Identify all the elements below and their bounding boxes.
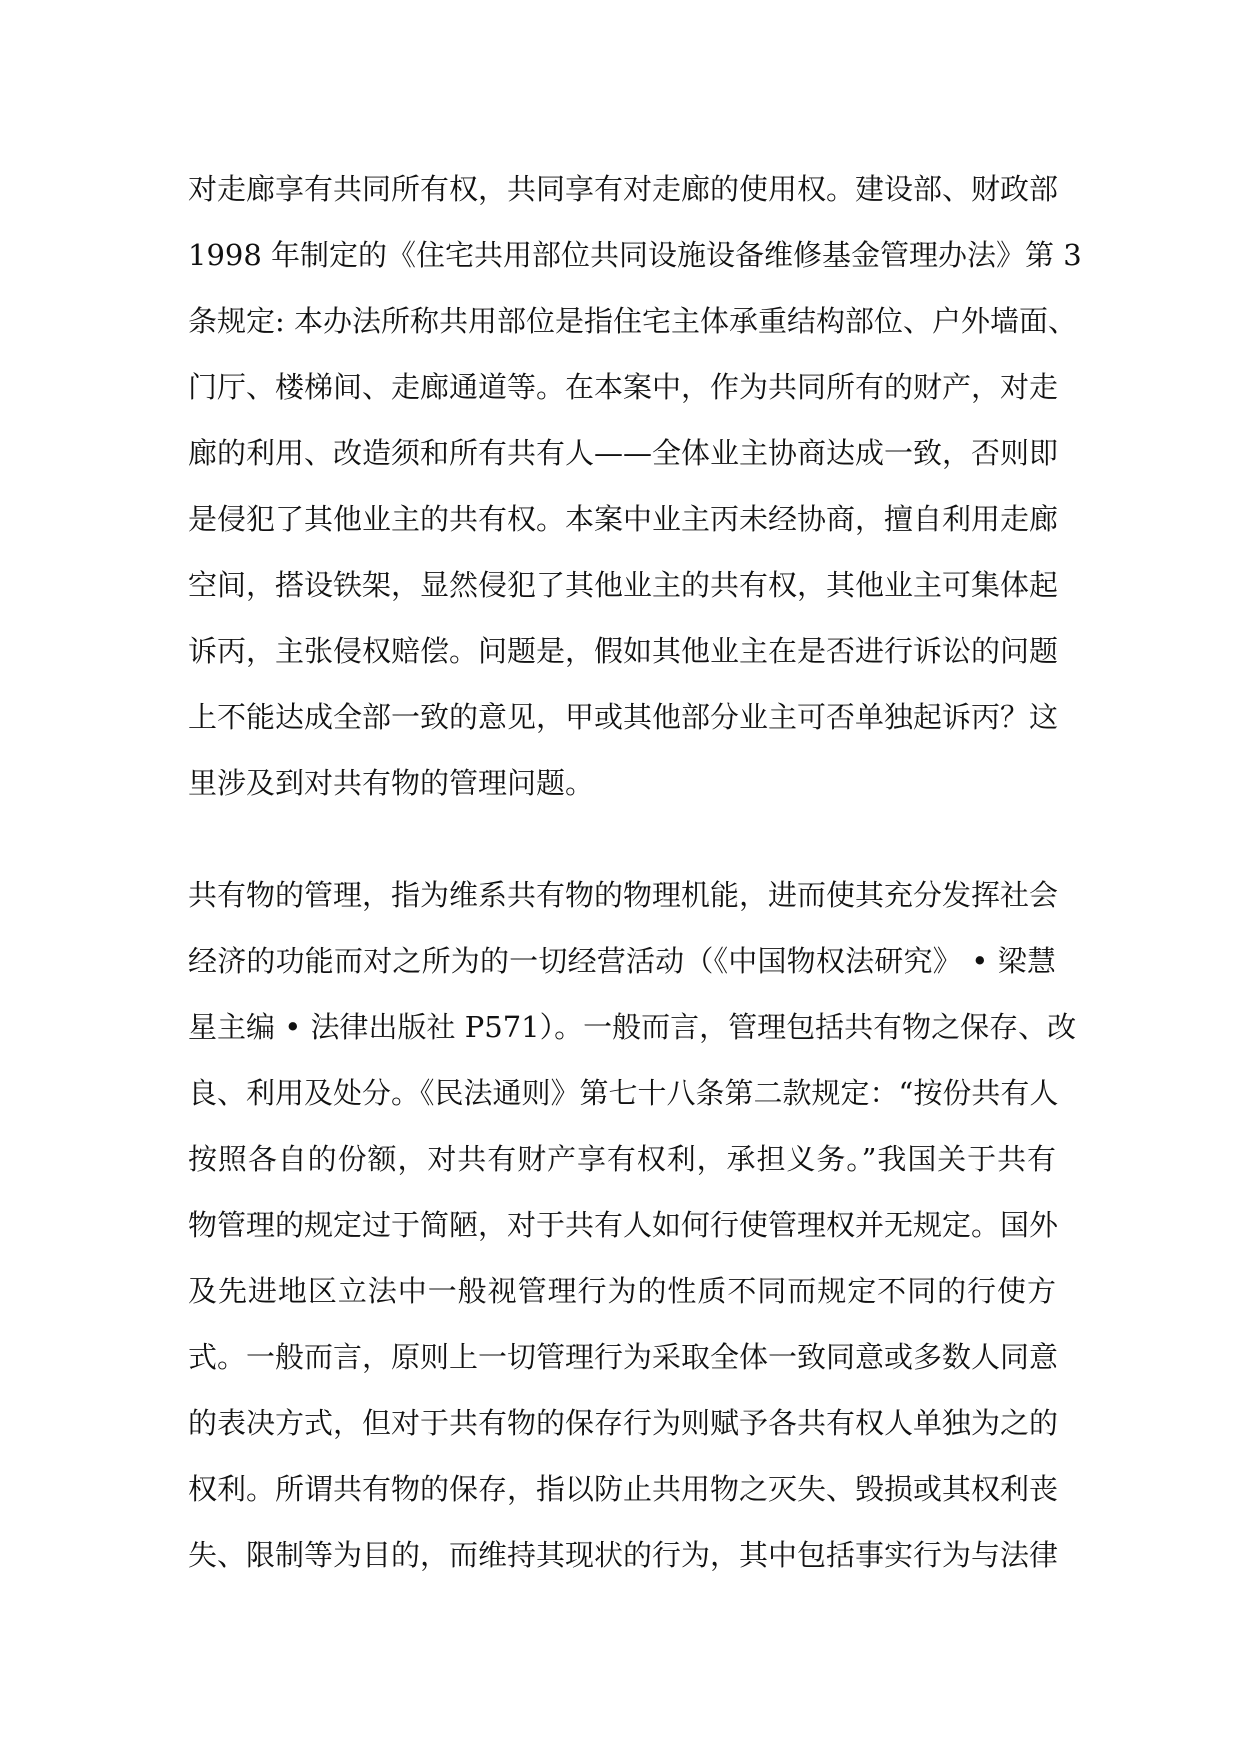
- paragraph-line: 物管理的规定过于简陋，对于共有人如何行使管理权并无规定。国外: [188, 1208, 1059, 1242]
- paragraph-line: 1998 年制定的《住宅共用部位共同设施设备维修基金管理办法》第 3: [188, 238, 1082, 272]
- paragraph-line: 是侵犯了其他业主的共有权。本案中业主丙未经协商，擅自利用走廊: [188, 502, 1059, 536]
- paragraph-line: 诉丙，主张侵权赔偿。问题是，假如其他业主在是否进行诉讼的问题: [188, 634, 1059, 668]
- paragraph-line: 星主编 • 法律出版社 P571）。一般而言，管理包括共有物之保存、改: [188, 1010, 1077, 1044]
- paragraph-line: 权利。所谓共有物的保存，指以防止共用物之灭失、毁损或其权利丧: [188, 1472, 1059, 1506]
- paragraph-line: 条规定: 本办法所称共用部位是指住宅主体承重结构部位、户外墙面、: [188, 304, 1077, 338]
- paragraph-line: 空间，搭设铁架，显然侵犯了其他业主的共有权，其他业主可集体起: [188, 568, 1059, 602]
- paragraph-line: 经济的功能而对之所为的一切经营活动（《中国物权法研究》 • 梁慧: [188, 944, 1056, 978]
- paragraph-line: 共有物的管理，指为维系共有物的物理机能，进而使其充分发挥社会: [188, 878, 1059, 912]
- paragraph-line: 良、利用及处分。《民法通则》第七十八条第二款规定：“按份共有人: [188, 1076, 1059, 1110]
- paragraph-line: 对走廊享有共同所有权，共同享有对走廊的使用权。建设部、财政部: [188, 172, 1059, 206]
- paragraph-line: 的表决方式，但对于共有物的保存行为则赋予各共有权人单独为之的: [188, 1406, 1059, 1440]
- paragraph-line: 式。一般而言，原则上一切管理行为采取全体一致同意或多数人同意: [188, 1340, 1059, 1374]
- paragraph-1: [188, 156, 1082, 816]
- paragraph-line: 门厅、楼梯间、走廊通道等。在本案中，作为共同所有的财产，对走: [188, 370, 1059, 404]
- paragraph-line: 及先进地区立法中一般视管理行为的性质不同而规定不同的行使方: [188, 1274, 1056, 1308]
- paragraph-line: 里涉及到对共有物的管理问题。: [188, 766, 595, 800]
- paragraph-line: 失、限制等为目的，而维持其现状的行为，其中包括事实行为与法律: [188, 1538, 1059, 1572]
- paragraph-line: 廊的利用、改造须和所有共有人——全体业主协商达成一致，否则即: [188, 436, 1059, 470]
- paragraph-line: 按照各自的份额，对共有财产享有权利，承担义务。”我国关于共有: [188, 1142, 1056, 1176]
- paragraph-2: [188, 862, 1077, 1588]
- paragraph-line: 上不能达成全部一致的意见，甲或其他部分业主可否单独起诉丙？这: [188, 700, 1059, 734]
